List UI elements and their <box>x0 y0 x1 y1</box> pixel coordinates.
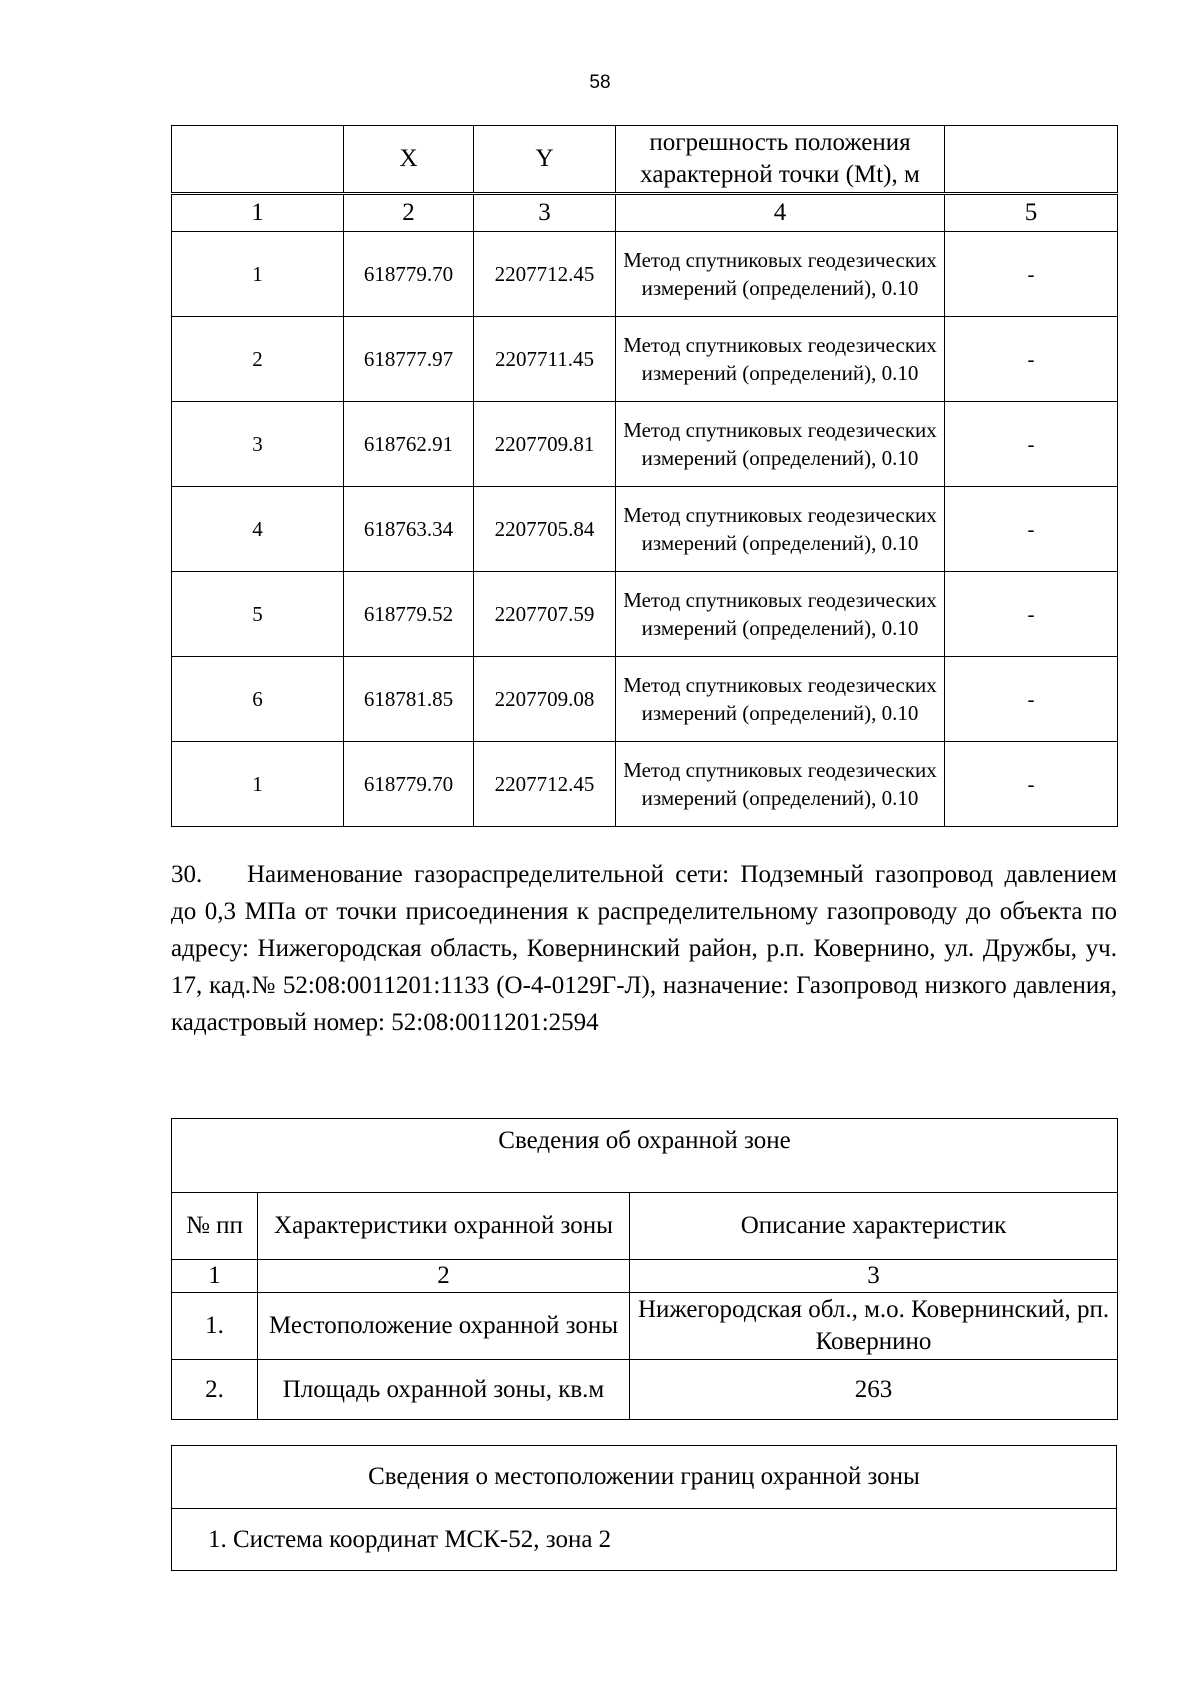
table-row <box>172 742 1118 827</box>
table-row <box>172 232 1118 317</box>
page-number: 58 <box>589 72 611 93</box>
zone-bounds-title: Сведения о местоположении границ охранной зоны <box>172 1446 1117 1509</box>
note-value: - <box>945 232 1118 317</box>
note-value: - <box>945 317 1118 402</box>
error-method: Метод спутниковых геодезических измерений (определений), 0.10 <box>616 487 945 572</box>
header-cell-point <box>172 126 344 193</box>
error-method: Метод спутниковых геодезических измерений (определений), 0.10 <box>616 572 945 657</box>
zone-info-table <box>171 1118 1118 1420</box>
y-value: 2207711.45 <box>474 317 616 402</box>
description: Нижегородская обл., м.о. Ковернинский, рп. Ковернино <box>630 1293 1118 1360</box>
header-cell-y: Y <box>474 126 616 193</box>
note-value: - <box>945 402 1118 487</box>
error-method: Метод спутниковых геодезических измерений (определений), 0.10 <box>616 317 945 402</box>
header-cell-description: Описание характеристик <box>630 1193 1118 1260</box>
point-number: 6 <box>172 657 344 742</box>
coords-table-header <box>171 125 1118 193</box>
table-row <box>172 487 1118 572</box>
column-number: 5 <box>945 195 1118 232</box>
description: 263 <box>630 1360 1118 1420</box>
section-text: Наименование газораспределительной сети: Подземный газопровод давлением до 0,3 МПа от точки присоединения к распределительному газопроводу до объекта по адресу: Нижегородская область, Ковернинский район, р.п. Ковернино, ул. Дружбы, уч. 17, кад.№ 52:08:0011201:1133 (О-4-0129Г-Л), назначение: Газопровод низкого давления, кадастровый номер: 52:08:0011201:2594 <box>171 861 1117 1036</box>
section-paragraph <box>171 856 1117 1041</box>
point-number: 3 <box>172 402 344 487</box>
section-number: 30. <box>171 861 203 888</box>
y-value: 2207705.84 <box>474 487 616 572</box>
x-value: 618779.70 <box>344 232 474 317</box>
column-number: 3 <box>474 195 616 232</box>
zone-info-header-row <box>172 1193 1118 1260</box>
column-number: 1 <box>172 195 344 232</box>
header-cell-x: X <box>344 126 474 193</box>
y-value: 2207712.45 <box>474 742 616 827</box>
column-number: 3 <box>630 1260 1118 1293</box>
point-number: 2 <box>172 317 344 402</box>
header-cell-num: № пп <box>172 1193 258 1260</box>
characteristic: Местоположение охранной зоны <box>258 1293 630 1360</box>
error-method: Метод спутниковых геодезических измерений (определений), 0.10 <box>616 742 945 827</box>
y-value: 2207712.45 <box>474 232 616 317</box>
point-number: 1 <box>172 232 344 317</box>
column-number-row <box>172 1260 1118 1293</box>
y-value: 2207709.08 <box>474 657 616 742</box>
table-row <box>172 1293 1118 1360</box>
row-number: 1. <box>172 1293 258 1360</box>
point-number: 4 <box>172 487 344 572</box>
header-cell-note <box>945 126 1118 193</box>
column-number: 2 <box>344 195 474 232</box>
x-value: 618777.97 <box>344 317 474 402</box>
table-row <box>172 572 1118 657</box>
point-number: 1 <box>172 742 344 827</box>
coords-table <box>171 194 1118 827</box>
note-value: - <box>945 572 1118 657</box>
point-number: 5 <box>172 572 344 657</box>
note-value: - <box>945 657 1118 742</box>
column-number-row <box>172 195 1118 232</box>
coordinate-system: 1. Система координат МСК-52, зона 2 <box>172 1509 1117 1571</box>
x-value: 618781.85 <box>344 657 474 742</box>
error-method: Метод спутниковых геодезических измерений (определений), 0.10 <box>616 657 945 742</box>
note-value: - <box>945 487 1118 572</box>
zone-info-title: Сведения об охранной зоне <box>172 1119 1118 1193</box>
header-cell-characteristic: Характеристики охранной зоны <box>258 1193 630 1260</box>
table-row <box>172 657 1118 742</box>
table-row <box>172 1360 1118 1420</box>
row-number: 2. <box>172 1360 258 1420</box>
column-number: 2 <box>258 1260 630 1293</box>
characteristic: Площадь охранной зоны, кв.м <box>258 1360 630 1420</box>
x-value: 618779.52 <box>344 572 474 657</box>
error-method: Метод спутниковых геодезических измерений (определений), 0.10 <box>616 402 945 487</box>
error-method: Метод спутниковых геодезических измерений (определений), 0.10 <box>616 232 945 317</box>
table-row <box>172 317 1118 402</box>
column-number: 4 <box>616 195 945 232</box>
x-value: 618779.70 <box>344 742 474 827</box>
x-value: 618763.34 <box>344 487 474 572</box>
column-number: 1 <box>172 1260 258 1293</box>
y-value: 2207709.81 <box>474 402 616 487</box>
zone-bounds-table <box>171 1445 1117 1571</box>
header-cell-error: погрешность положения характерной точки (Mt), м <box>616 126 945 193</box>
note-value: - <box>945 742 1118 827</box>
x-value: 618762.91 <box>344 402 474 487</box>
table-row <box>172 402 1118 487</box>
y-value: 2207707.59 <box>474 572 616 657</box>
